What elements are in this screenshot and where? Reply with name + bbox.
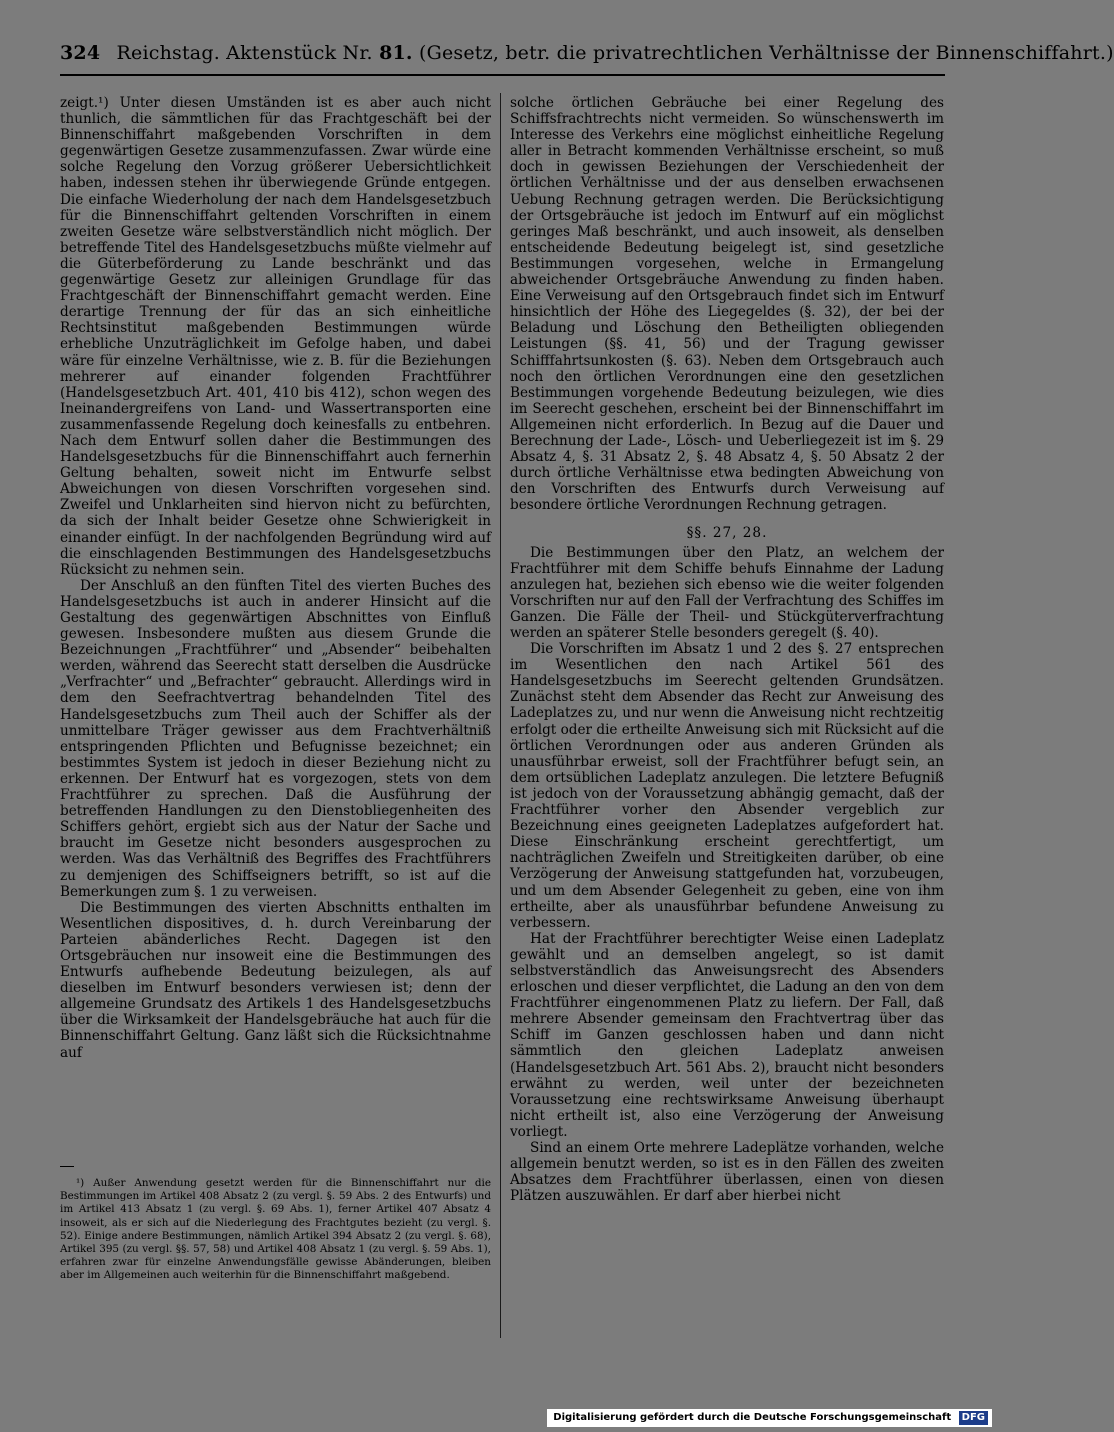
digitization-credit bbox=[547, 1409, 992, 1427]
footnote-text: ¹) Außer Anwendung gesetzt werden für die Binnenschiffahrt nur die Bestimmungen im Artikel 408 Absatz 2 (zu vergl. §. 59 Abs. 2 des Entwurfs) und im Artikel 413 Absatz 1 (zu vergl. §. 69 Abs. 1), ferner Artikel 407 Absatz 4 insoweit, als er sich auf die Niederlegung des Frachtgutes bezieht (zu vergl. §. 52). Einige andere Bestimmungen, nämlich Artikel 394 Absatz 2 (zu vergl. §. 68), Artikel 395 (zu vergl. §§. 57, 58) und Artikel 408 Absatz 1 (zu vergl. §. 59 Abs. 1), erfahren zwar für einzelne Anwendungsfälle gewisse Abänderungen, bleiben aber im Allgemeinen auch weiterhin für die Binnenschiffahrt maßgebend. bbox=[60, 1177, 491, 1282]
footnote bbox=[60, 1177, 491, 1283]
left-column bbox=[60, 95, 491, 1061]
paragraph: Sind an einem Orte mehrere Ladeplätze vorhanden, welche allgemein benutzt werden, so ist es in den Fällen des zweiten Absatzes dem Frachtführer überlassen, einen von diesen Plätzen auszuwählen. Er darf aber hierbei nicht bbox=[510, 1140, 944, 1205]
document-number: 81. bbox=[379, 42, 413, 64]
footnote-rule bbox=[60, 1166, 74, 1167]
paragraph: Die Vorschriften im Absatz 1 und 2 des §. 27 entsprechen im Wesentlichen den nach Artikel 561 des Handelsgesetzbuchs im Seerecht geltenden Grundsätzen. Zunächst steht dem Absender das Recht zur Anweisung des Ladeplatzes zu, und nur wenn die Anweisung nicht rechtzeitig erfolgt oder die ertheilte Anweisung sich mit Rücksicht auf die örtlichen Verordnungen oder aus anderen Gründen als unausführbar erweist, soll der Frachtführer befugt sein, an dem ortsüblichen Ladeplatz anzulegen. Die letztere Befugniß ist jedoch von der Voraussetzung abhängig gemacht, daß der Frachtführer vorher den Absender vergeblich zur Bezeichnung eines geeigneten Ladeplatzes aufgefordert hat. Diese Einschränkung erscheint gerechtfertigt, um nachträglichen Zweifeln und Streitigkeiten darüber, ob eine Verzögerung der Anweisung stattgefunden hat, vorzubeugen, und um dem Absender Gelegenheit zu geben, eine von ihm ertheilte, aber als unausführbar befundene Anweisung zu verbessern. bbox=[510, 641, 944, 931]
right-column bbox=[510, 95, 944, 1204]
page-number: 324 bbox=[60, 42, 101, 64]
section-heading: §§. 27, 28. bbox=[686, 525, 768, 542]
page-header bbox=[60, 42, 1114, 72]
running-title: Reichstag. Aktenstück Nr. bbox=[116, 42, 373, 64]
credit-text: Digitalisierung gefördert durch die Deutsche Forschungsgemeinschaft bbox=[553, 1412, 952, 1423]
dfg-logo: DFG bbox=[959, 1411, 988, 1425]
paragraph: Die Bestimmungen über den Platz, an welchem der Frachtführer mit dem Schiffe behufs Einnahme der Ladung anzulegen hat, beziehen sich ebenso wie die weiter folgenden Vorschriften nur auf den Fall der Verfrachtung des Schiffes im Ganzen. Die Fälle der Theil- und Stückgüterverfrachtung werden an späterer Stelle besonders geregelt (§. 40). bbox=[510, 544, 944, 641]
paragraph: Der Anschluß an den fünften Titel des vierten Buches des Handelsgesetzbuchs ist auch in anderer Hinsicht auf die Gestaltung des gegenwärtigen Abschnittes von Einfluß gewesen. Insbesondere mußten aus diesem Grunde die Bezeichnungen „Frachtführer“ und „Absender“ beibehalten werden, während das Seerecht statt derselben die Ausdrücke „Verfrachter“ und „Befrachter“ gebraucht. Allerdings wird in dem den Seefrachtvertrag behandelnden Titel des Handelsgesetzbuchs zum Theil auch der Schiffer als der unmittelbare Träger gewisser aus dem Frachtverhältniß entspringenden Pflichten und Befugnisse bezeichnet; ein bestimmtes System ist jedoch in dieser Beziehung nicht zu erkennen. Der Entwurf hat es vorgezogen, stets von dem Frachtführer zu sprechen. Daß die Ausführung der betreffenden Handlungen zu den Dienstobliegenheiten des Schiffers gehört, ergiebt sich aus der Natur der Sache und braucht im Gesetze nicht besonders ausgesprochen zu werden. Was das Verhältniß des Begriffes des Frachtführers zu demjenigen des Schiffseigners betrifft, so ist auf die Bemerkungen zum §. 1 zu verweisen. bbox=[60, 577, 491, 900]
header-subject: (Gesetz, betr. die privatrechtlichen Verhältnisse der Binnenschiffahrt.) bbox=[418, 42, 1114, 64]
header-rule bbox=[60, 74, 945, 76]
paragraph: solche örtlichen Gebräuche bei einer Regelung des Schiffsfrachtrechts nicht vermeiden. So wünschenswerth im Interesse des Verkehrs eine möglichst einheitliche Regelung aller in Betracht kommenden Verhältnisse erscheint, so muß doch in gewissen Beziehungen der Verschiedenheit der örtlichen Verhältnisse und der aus denselben erwachsenen Uebung Rechnung getragen werden. Die Berücksichtigung der Ortsgebräuche ist jedoch im Entwurf auf ein möglichst geringes Maß beschränkt, und auch insoweit, als denselben entscheidende Bedeutung beigelegt ist, sind gesetzliche Bestimmungen vorgesehen, welche in Ermangelung abweichender Ortsgebräuche Anwendung zu finden haben. Eine Verweisung auf den Ortsgebrauch findet sich im Entwurf hinsichtlich der Höhe des Liegegeldes (§. 32), der bei der Beladung und Löschung den Betheiligten obliegenden Leistungen (§§. 41, 56) und der Tragung gewisser Schifffahrtsunkosten (§. 63). Neben dem Ortsgebrauch auch noch den örtlichen Verordnungen eine den gesetzlichen Bestimmungen vorgehende Bedeutung beizulegen, wie dies im Seerecht geschehen, erscheint bei der Binnenschiffahrt im Allgemeinen nicht erforderlich. In Bezug auf die Dauer und Berechnung der Lade-, Lösch- und Ueberliegezeit ist im §. 29 Absatz 4, §. 31 Absatz 2, §. 48 Absatz 4, §. 50 Absatz 2 der durch örtliche Verhältnisse etwa bedingten Abweichung von den Vorschriften des Entwurfs durch Verweisung auf besondere örtliche Verordnungen Rechnung getragen. bbox=[510, 95, 944, 514]
paragraph: zeigt.¹) Unter diesen Umständen ist es aber auch nicht thunlich, die sämmtlichen für das Frachtgeschäft bei der Binnenschiffahrt maßgebenden Vorschriften in dem gegenwärtigen Gesetze zusammenzufassen. Zwar würde eine solche Regelung den Vorzug größerer Uebersichtlichkeit haben, indessen stehen ihr überwiegende Gründe entgegen. Die einfache Wiederholung der nach dem Handelsgesetzbuch für die Binnenschiffahrt geltenden Vorschriften in einem zweiten Gesetze wäre selbstverständlich nicht möglich. Der betreffende Titel des Handelsgesetzbuchs müßte vielmehr auf die Güterbeförderung zu Lande beschränkt und das gegenwärtige Gesetz zur alleinigen Grundlage für das Frachtgeschäft der Binnenschiffahrt gemacht werden. Eine derartige Trennung der für das an sich einheitliche Rechtsinstitut maßgebenden Bestimmungen würde erhebliche Unzuträglichkeit im Gefolge haben, und dabei wäre für einzelne Verhältnisse, wie z. B. für die Beziehungen mehrerer auf einander folgenden Frachtführer (Handelsgesetzbuch Art. 401, 410 bis 412), schon wegen des Ineinandergreifens von Land- und Wassertransporten eine zusammenfassende Regelung doch keinesfalls zu entbehren. Nach dem Entwurf sollen daher die Bestimmungen des Handelsgesetzbuchs für die Binnenschiffahrt auch fernerhin Geltung behalten, soweit nicht im Entwurfe selbst Abweichungen von diesen Vorschriften vorgesehen sind. Zweifel und Unklarheiten sind hiervon nicht zu befürchten, da sich der Inhalt beider Gesetze ohne Schwierigkeit in einander einfügt. In der nachfolgenden Begründung wird auf die einschlagenden Bestimmungen des Handelsgesetzbuchs Rücksicht zu nehmen sein. bbox=[60, 95, 491, 578]
paragraph: Die Bestimmungen des vierten Abschnitts enthalten im Wesentlichen dispositives, d. h. durch Vereinbarung der Parteien abänderliches Recht. Dagegen ist den Ortsgebräuchen nur insoweit eine die Bestimmungen des Entwurfs aufhebende Bedeutung beizulegen, als auf dieselben im Entwurf besonders verwiesen ist; denn der allgemeine Grundsatz des Artikels 1 des Handelsgesetzbuchs über die Wirksamkeit der Handelsgebräuche hat auch für die Binnenschiffahrt Geltung. Ganz läßt sich die Rücksichtnahme auf bbox=[60, 899, 491, 1061]
column-divider bbox=[500, 93, 501, 1338]
paragraph: Hat der Frachtführer berechtigter Weise einen Ladeplatz gewählt und an demselben angelegt, so ist damit selbstverständlich das Anweisungsrecht des Absenders erloschen und dieser verpflichtet, die Ladung an den von dem Frachtführer eingenommenen Platz zu liefern. Der Fall, daß mehrere Absender gemeinsam den Frachtvertrag über das Schiff im Ganzen geschlossen haben und dann nicht sämmtlich den gleichen Ladeplatz anweisen (Handelsgesetzbuch Art. 561 Abs. 2), braucht nicht besonders erwähnt zu werden, weil unter der bezeichneten Voraussetzung eine rechtswirksame Anweisung überhaupt nicht ertheilt ist, also eine Verzögerung der Anweisung vorliegt. bbox=[510, 930, 944, 1140]
